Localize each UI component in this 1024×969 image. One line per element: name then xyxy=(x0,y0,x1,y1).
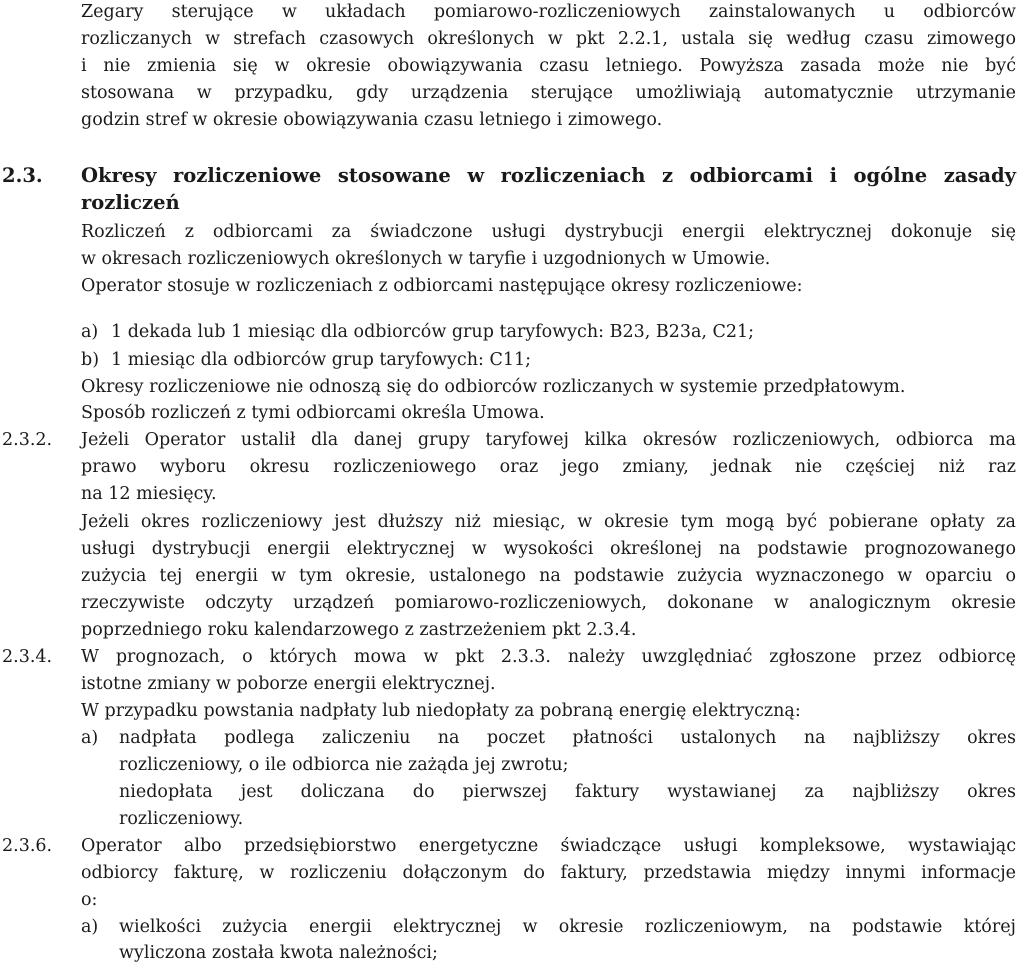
p236-line-1: Operator albo przedsiębiorstwo energetyczne świadczące usługi kompleksowe, wystawiając xyxy=(81,836,1016,856)
p236-a-line-1: wielkości zużycia energii elektrycznej w okresie rozliczeniowym, na podstawie której xyxy=(119,917,1016,937)
section-body-line-3: Operator stosuje w rozliczeniach z odbiorcami następujące okresy rozliczeniowe: xyxy=(81,276,803,296)
p234-a-line-3: niedopłata jest doliczana do pierwszej faktury wystawianej za najbliższy okres xyxy=(119,782,1016,802)
p234-a-line-4: rozliczeniowy. xyxy=(119,809,244,829)
p232-line-1: Jeżeli Operator ustalił dla danej grupy taryfowej kilka okresów rozliczeniowych, odbiorca ma xyxy=(81,430,1016,450)
after-list-line-2: Sposób rozliczeń z tymi odbiorcami określa Umowa. xyxy=(81,403,545,423)
section-body-line-1: Rozliczeń z odbiorcami za świadczone usługi dystrybucji energii elektrycznej dokonuje się xyxy=(81,222,1016,242)
p236-line-2: odbiorcy fakturę, w rozliczeniu dołączonym do faktury, przedstawia między innymi informacje xyxy=(81,863,1016,883)
list-item-b xyxy=(81,348,1016,373)
p232-line-8: poprzedniego roku kalendarzowego z zastrzeżeniem pkt 2.3.4. xyxy=(81,620,637,640)
intro-line-4: stosowana w przypadku, gdy urządzenia sterujące umożliwiają automatycznie utrzymanie xyxy=(81,83,1016,103)
p234-a-line-1: nadpłata podlega zaliczeniu na poczet płatności ustalonych na najbliższy okres xyxy=(119,728,1016,748)
list-item-a xyxy=(81,320,1016,345)
list-text-b: 1 miesiąc dla odbiorców grup taryfowych: C11; xyxy=(111,350,532,370)
intro-line-2: rozliczanych w strefach czasowych określonych w pkt 2.2.1, ustala się według czasu zimowego xyxy=(81,29,1016,49)
p236-line-3: o: xyxy=(81,890,98,910)
list-label-a: a) xyxy=(81,322,99,342)
paragraph-number-2-3-2: 2.3.2. xyxy=(2,430,53,450)
p236-list-label-a: a) xyxy=(81,917,99,937)
section-title-line-2: rozliczeń xyxy=(81,191,180,214)
p232-line-4: Jeżeli okres rozliczeniowy jest dłuższy niż miesiąc, w okresie tym mogą być pobierane opłaty za xyxy=(81,512,1016,532)
after-list-line-1: Okresy rozliczeniowe nie odnoszą się do odbiorców rozliczanych w systemie przedpłatowym. xyxy=(81,377,906,397)
p234-list-label-a: a) xyxy=(81,728,99,748)
section-body-line-2: w okresach rozliczeniowych określonych w taryfie i uzgodnionych w Umowie. xyxy=(81,249,771,269)
p232-line-5: usługi dystrybucji energii elektrycznej w wysokości określonej na podstawie prognozowanego xyxy=(81,539,1016,559)
section-number: 2.3. xyxy=(2,164,43,187)
p232-line-3: na 12 miesięcy. xyxy=(81,484,217,504)
p234-line-2: istotne zmiany w poborze energii elektrycznej. xyxy=(81,674,496,694)
list-label-b: b) xyxy=(81,350,100,370)
intro-line-1: Zegary sterujące w układach pomiarowo-rozliczeniowych zainstalowanych u odbiorców xyxy=(81,2,1016,22)
intro-line-3: i nie zmienia się w okresie obowiązywania czasu letniego. Powyższa zasada może nie być xyxy=(81,56,1016,76)
p232-line-6: zużycia tej energii w tym okresie, ustalonego na podstawie zużycia wyznaczonego w oparciu o xyxy=(81,566,1016,586)
p234-a-line-2: rozliczeniowy, o ile odbiorca nie zażąda jej zwrotu; xyxy=(119,755,569,775)
paragraph-number-2-3-4: 2.3.4. xyxy=(2,647,53,667)
section-title-line-1: Okresy rozliczeniowe stosowane w rozliczeniach z odbiorcami i ogólne zasady xyxy=(81,164,1016,187)
p236-a-line-2: wyliczona została kwota należności; xyxy=(119,943,438,963)
paragraph-number-2-3-6: 2.3.6. xyxy=(2,836,53,856)
p232-line-7: rzeczywiste odczyty urządzeń pomiarowo-rozliczeniowych, dokonane w analogicznym okresie xyxy=(81,593,1016,613)
list-text-a: 1 dekada lub 1 miesiąc dla odbiorców grup taryfowych: B23, B23a, C21; xyxy=(111,322,755,342)
intro-line-5: godzin stref w okresie obowiązywania czasu letniego i zimowego. xyxy=(81,110,663,130)
p234-line-1: W prognozach, o których mowa w pkt 2.3.3. należy uwzględniać zgłoszone przez odbiorcę xyxy=(81,647,1016,667)
p232-line-2: prawo wyboru okresu rozliczeniowego oraz jego zmiany, jednak nie częściej niż raz xyxy=(81,457,1016,477)
p234-line-3: W przypadku powstania nadpłaty lub niedopłaty za pobraną energię elektryczną: xyxy=(81,701,801,721)
